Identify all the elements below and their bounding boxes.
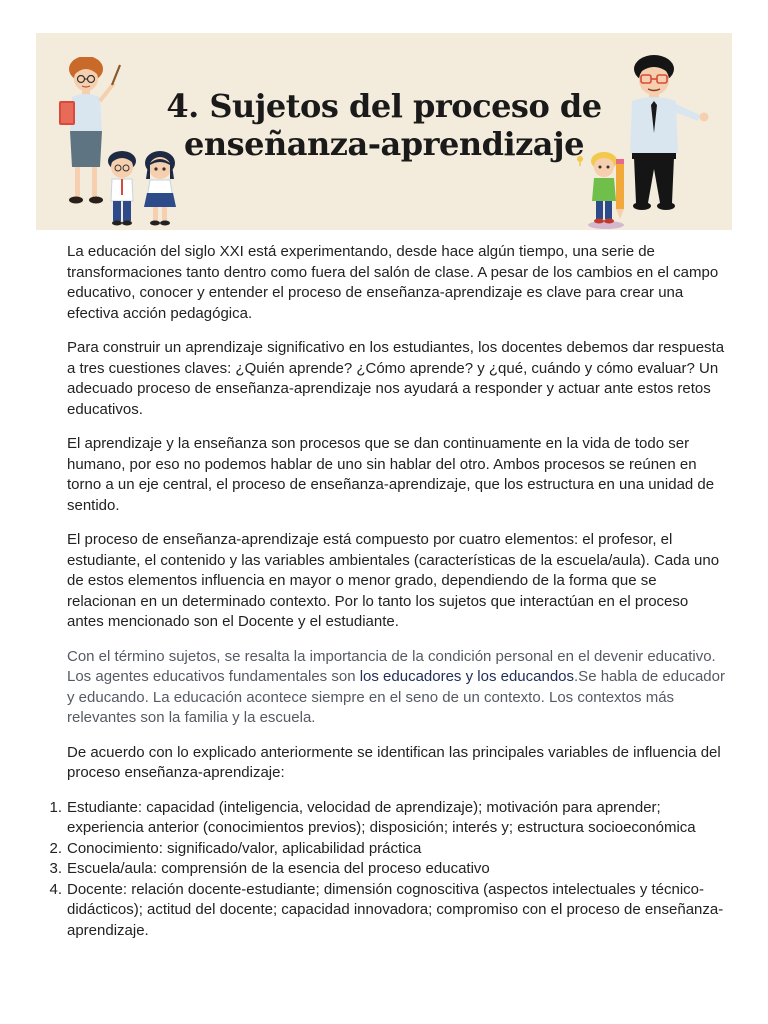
paragraph-intro: La educación del siglo XXI está experimentando, desde hace algún tiempo, una serie de transformaciones tanto dentro como fuera del salón de clase. A pesar de los cambios en el campo educativo, conocer y entender el proceso de enseñanza-aprendizaje es clave para crear una efectiva acción pedagógica. — [67, 243, 719, 322]
paragraph-subjects-before: Con el término sujetos, se resalta la importancia de la condición personal en el devenir educativo. Los agentes educativos fundamentales son — [67, 647, 716, 685]
list-item-number: 4. — [49, 880, 62, 898]
list-item-text: Docente: relación docente-estudiante; dimensión cognoscitiva (aspectos intelectuales y técnico-didácticos); actitud del docente; capacidad innovadora; compromiso con el proceso de enseñanza-aprendizaje. — [67, 880, 724, 939]
list-item — [49, 798, 727, 839]
header-banner — [36, 33, 732, 230]
variables-list — [49, 798, 727, 942]
list-item-number: 2. — [49, 839, 62, 857]
educators-link[interactable]: los educadores y los educandos — [359, 668, 575, 685]
paragraph-subjects-after: .Se habla de educador y educando. La educación acontece siempre en el seno de un contexto. Los contextos más relevantes son la familia y la escuela. — [67, 668, 725, 726]
paragraph-elements: El proceso de enseñanza-aprendizaje está compuesto por cuatro elementos: el profesor, el estudiante, el contenido y las variables ambientales (características de la escuela/aula). Cada uno de estos elementos influencia en mayor o menor grado, dependiendo de la forma que se relacionan en un determinado contexto. Por lo tanto los sujetos que interactúan en el proceso antes mencionado son el Docente y el estudiante. — [67, 531, 720, 630]
paragraph-subjects — [67, 647, 727, 729]
list-item-number: 1. — [49, 798, 62, 816]
page-title — [36, 87, 732, 163]
list-item-text: Estudiante: capacidad (inteligencia, velocidad de aprendizaje); motivación para aprender; experiencia anterior (conocimientos previos); disposición; interés y; estructura socioeconómica — [67, 798, 696, 836]
title-line-1: 4. Sujetos del proceso de — [166, 87, 602, 125]
article-body — [49, 242, 727, 941]
title-line-2: enseñanza-aprendizaje — [184, 125, 584, 163]
list-item-number: 3. — [49, 860, 62, 877]
paragraph-questions: Para construir un aprendizaje significativo en los estudiantes, los docentes debemos dar respuesta a tres cuestiones claves: ¿Quién aprende? ¿Cómo aprende? y ¿qué, cuándo y cómo evaluar? Un adecuado proceso de enseñanza-aprendizaje nos ayudará a responder y actuar ante estos retos educativos. — [67, 339, 725, 418]
paragraph-processes: El aprendizaje y la enseñanza son procesos que se dan continuamente en la vida de todo ser humano, por eso no podemos hablar de uno sin hablar del otro. Ambos procesos se reúnen en torno a un eje central, el proceso de enseñanza-aprendizaje, que los estructura en una unidad de sentido. — [67, 435, 715, 514]
list-item — [49, 859, 727, 880]
list-item — [49, 880, 727, 942]
list-item — [49, 839, 727, 860]
list-item-text: Escuela/aula: comprensión de la esencia del proceso educativo — [67, 860, 490, 877]
list-item-text: Conocimiento: significado/valor, aplicabilidad práctica — [67, 839, 422, 857]
paragraph-variables-intro: De acuerdo con lo explicado anteriormente se identifican las principales variables de influencia del proceso enseñanza-aprendizaje: — [67, 743, 721, 781]
